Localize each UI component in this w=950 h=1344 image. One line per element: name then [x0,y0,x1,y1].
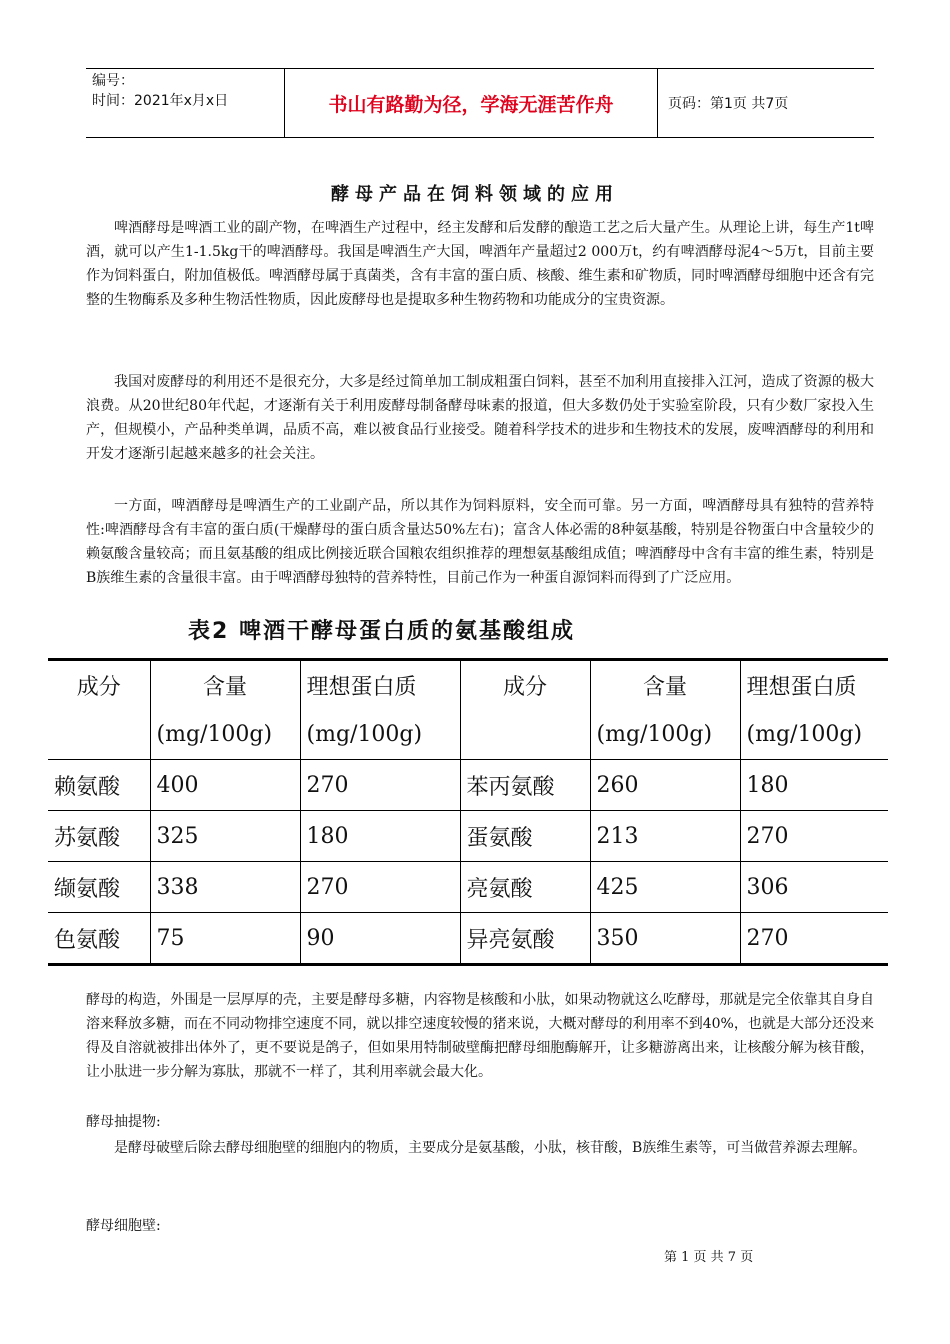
page-header [86,68,874,138]
amino-name: 赖氨酸 [48,760,150,811]
amino-name: 蛋氨酸 [460,811,590,862]
extract-label: 酵母抽提物: [86,1114,161,1130]
content-value: 400 [150,760,300,811]
unit-ideal-2: (mg/100g) [740,709,888,760]
number-label: 编号： [92,73,134,89]
table-header-row [48,660,888,710]
header-ideal-2: 理想蛋白质 [740,660,888,710]
paragraph-1: 啤酒酵母是啤酒工业的副产物，在啤酒生产过程中，经主发酵和后发酵的酿造工艺之后大量产生。从理论上讲，每生产1t啤酒，就可以产生1-1.5kg干的啤酒酵母。我国是啤酒生产大国，啤酒年产量超过2 000万t，约有啤酒酵母泥4～5万t，目前主要作为饲料蛋白，附加值极低。啤酒酵母属于真菌类，含有丰富的蛋白质、核酸、维生素和矿物质，同时啤酒酵母细胞中还含有完整的生物酶系及多种生物活性物质，因此废酵母也是提取多种生物药物和功能成分的宝贵资源。 [86,220,874,308]
amino-name: 缬氨酸 [48,862,150,913]
ideal-value: 180 [300,811,460,862]
ideal-value: 270 [740,811,888,862]
header-meta [86,69,284,137]
header-page-info: 页码：第1页 共7页 [668,96,789,112]
ideal-value: 90 [300,913,460,965]
amino-name: 苯丙氨酸 [460,760,590,811]
paragraph-5: 是酵母破壁后除去酵母细胞壁的细胞内的物质，主要成分是氨基酸，小肽，核苷酸，B族维生素等，可当做营养源去理解。 [114,1140,867,1156]
table-row [48,811,888,862]
unit-ideal-1: (mg/100g) [300,709,460,760]
unit-empty-2 [460,709,590,760]
table-unit-row [48,709,888,760]
paragraph-4: 酵母的构造，外围是一层厚厚的壳，主要是酵母多糖，内容物是核酸和小肽，如果动物就这么吃酵母，那就是完全依靠其自身自溶来释放多糖，而在不同动物排空速度不同，就以排空速度较慢的猪来说，大概对酵母的利用率不到40%，也就是大部分还没来得及自溶就被排出体外了，更不要说是鸽子，但如果用特制破壁酶把酵母细胞酶解开，让多糖游离出来，让核酸分解为核苷酸，让小肽进一步分解为寡肽，那就不一样了，其利用率就会最大化。 [86,992,874,1080]
amino-name: 苏氨酸 [48,811,150,862]
ideal-value: 270 [300,760,460,811]
document-title: 酵母产品在饲料领域的应用 [331,184,619,205]
unit-empty-1 [48,709,150,760]
ideal-value: 270 [300,862,460,913]
ideal-value: 306 [740,862,888,913]
unit-content-2: (mg/100g) [590,709,740,760]
content-value: 350 [590,913,740,965]
content-value: 213 [590,811,740,862]
table-row [48,862,888,913]
time-label: 时间：2021年x月x日 [92,93,229,109]
header-ideal-1: 理想蛋白质 [300,660,460,710]
content-value: 260 [590,760,740,811]
table-title: 表2 啤酒干酵母蛋白质的氨基酸组成 [188,619,575,644]
cell-wall-label: 酵母细胞壁: [86,1218,161,1234]
ideal-value: 270 [740,913,888,965]
page-footer: 第 1 页 共 7 页 [664,1250,754,1265]
paragraph-2: 我国对废酵母的利用还不是很充分，大多是经过简单加工制成粗蛋白饲料，甚至不加利用直接排入江河，造成了资源的极大浪费。从20世纪80年代起，才逐渐有关于利用废酵母制备酵母味素的报道，但大多数仍处于实验室阶段，只有少数厂家投入生产，但规模小，产品种类单调，品质不高，难以被食品行业接受。随着科学技术的进步和生物技术的发展，废啤酒酵母的利用和开发才逐渐引起越来越多的社会关注。 [86,374,874,462]
header-component-1: 成分 [48,660,150,710]
content-value: 325 [150,811,300,862]
header-component-2: 成分 [460,660,590,710]
table-row [48,760,888,811]
header-content-1: 含量 [150,660,300,710]
amino-name: 亮氨酸 [460,862,590,913]
amino-name: 异亮氨酸 [460,913,590,965]
content-value: 75 [150,913,300,965]
table-row [48,913,888,965]
paragraph-3: 一方面，啤酒酵母是啤酒生产的工业副产品，所以其作为饲料原料，安全而可靠。另一方面，啤酒酵母具有独特的营养特性:啤酒酵母含有丰富的蛋白质(干燥酵母的蛋白质含量达50%左右)；富含人体必需的8种氨基酸，特别是谷物蛋白中含量较少的赖氨酸含量较高；而且氨基酸的组成比例接近联合国粮农组织推荐的理想氨基酸组成值；啤酒酵母中含有丰富的维生素，特别是B族维生素的含量很丰富。由于啤酒酵母独特的营养特性，目前己作为一种蛋自源饲料而得到了广泛应用。 [86,498,874,586]
header-content-2: 含量 [590,660,740,710]
amino-acid-table [48,658,888,966]
content-value: 338 [150,862,300,913]
unit-content-1: (mg/100g) [150,709,300,760]
amino-name: 色氨酸 [48,913,150,965]
ideal-value: 180 [740,760,888,811]
header-motto: 书山有路勤为径，学海无涯苦作舟 [284,69,658,137]
content-value: 425 [590,862,740,913]
